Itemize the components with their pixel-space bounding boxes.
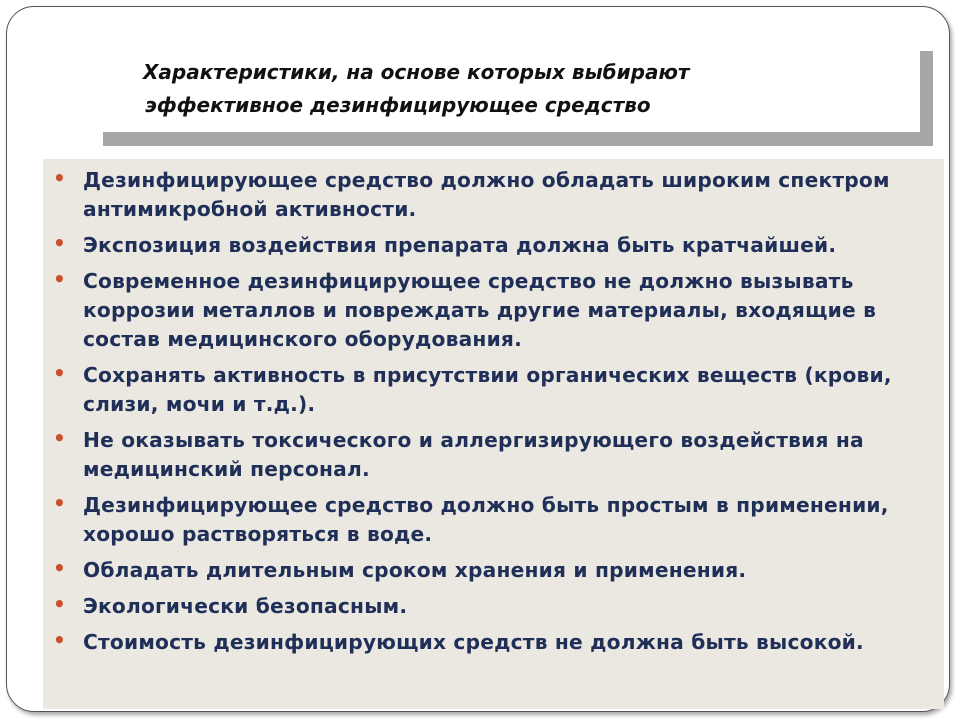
list-item bbox=[43, 267, 923, 354]
list-item bbox=[43, 166, 923, 224]
bullet-icon: • bbox=[53, 426, 66, 450]
bullet-list bbox=[43, 166, 923, 664]
list-item bbox=[43, 231, 923, 260]
list-item-text: Дезинфицирующее средство должно обладать широким спектром антимикробной активности. bbox=[83, 168, 890, 221]
bullet-icon: • bbox=[53, 628, 66, 652]
list-item-text: Современное дезинфицирующее средство не должно вызывать коррозии металлов и повреждать другие материалы, входящие в состав медицинского оборудования. bbox=[83, 269, 877, 351]
bullet-icon: • bbox=[53, 556, 66, 580]
title-panel bbox=[103, 51, 920, 132]
slide-title-line1: Характеристики, на основе которых выбирают bbox=[143, 60, 690, 84]
bullet-icon: • bbox=[53, 267, 66, 291]
title-banner bbox=[103, 51, 933, 146]
bullet-icon: • bbox=[53, 166, 66, 190]
slide-title bbox=[143, 56, 943, 122]
bullet-icon: • bbox=[53, 231, 66, 255]
list-item bbox=[43, 556, 923, 585]
bullet-icon: • bbox=[53, 361, 66, 385]
list-item-text: Не оказывать токсического и аллергизирующего воздействия на медицинский персонал. bbox=[83, 428, 864, 481]
list-item-text: Стоимость дезинфицирующих средств не должна быть высокой. bbox=[83, 630, 864, 654]
slide-title-line2: эффективное дезинфицирующее средство bbox=[145, 93, 651, 117]
list-item-text: Экспозиция воздействия препарата должна быть кратчайшей. bbox=[83, 233, 837, 257]
list-item bbox=[43, 491, 923, 549]
list-item-text: Обладать длительным сроком хранения и применения. bbox=[83, 558, 747, 582]
list-item bbox=[43, 426, 923, 484]
list-item bbox=[43, 361, 923, 419]
bullet-icon: • bbox=[53, 592, 66, 616]
slide-frame bbox=[6, 6, 950, 712]
bullet-icon: • bbox=[53, 491, 66, 515]
list-item-text: Сохранять активность в присутствии органических веществ (крови, слизи, мочи и т.д.). bbox=[83, 363, 892, 416]
list-item-text: Дезинфицирующее средство должно быть простым в применении, хорошо растворяться в воде. bbox=[83, 493, 889, 546]
list-item bbox=[43, 628, 923, 657]
list-item bbox=[43, 592, 923, 621]
title-shadow-bottom bbox=[103, 132, 933, 146]
list-item-text: Экологически безопасным. bbox=[83, 594, 408, 618]
content-box bbox=[43, 159, 944, 709]
